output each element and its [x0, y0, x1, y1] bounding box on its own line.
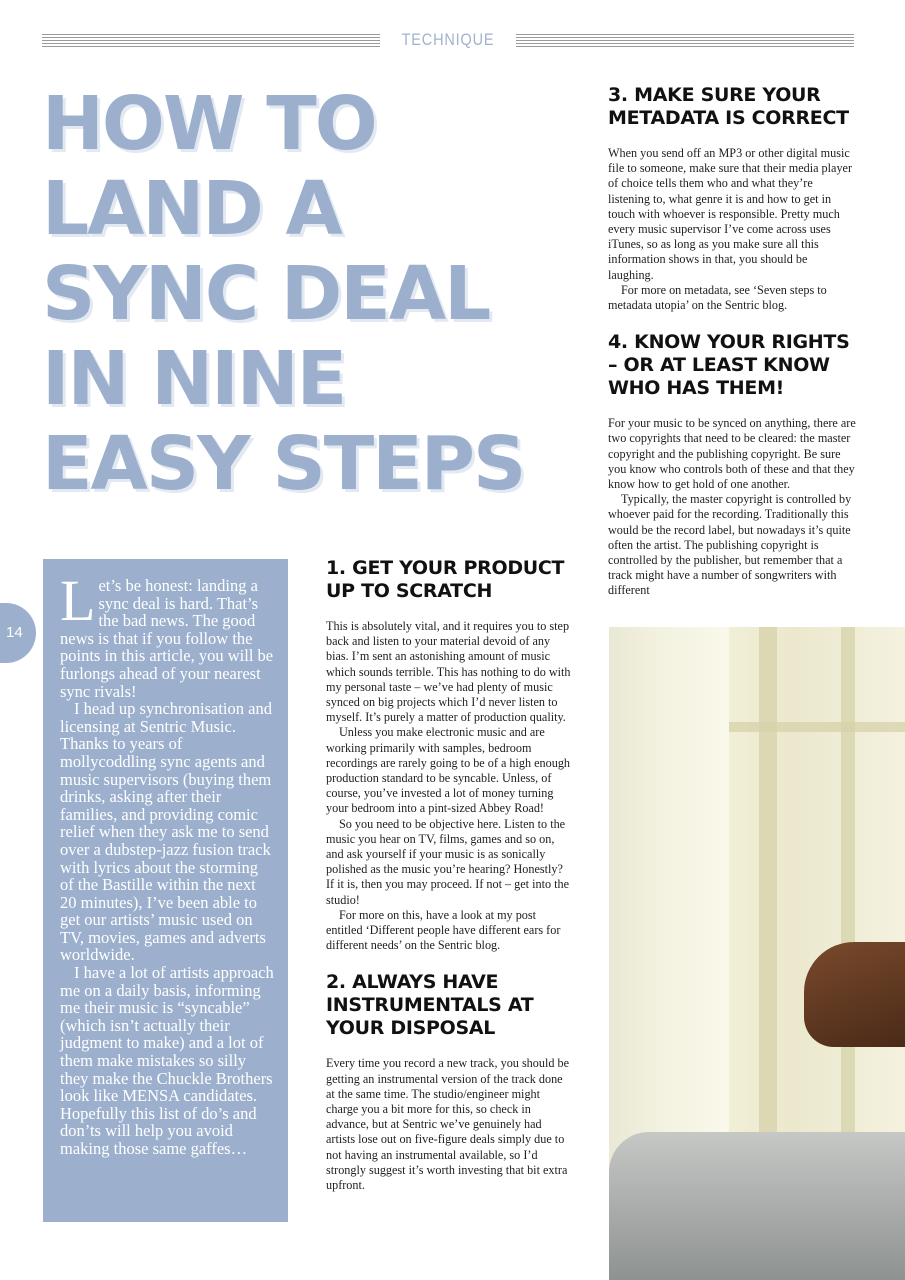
body-paragraph: Unless you make electronic music and are working primarily with samples, bedroom recordings are rarely going to be of a high enough production standard to be syncable. Unless, of course, you’ve invested a lot of money turning your bedroom into a pint-sized Abbey Road!: [326, 725, 571, 816]
headline-line: HOW TO: [42, 81, 376, 167]
body-paragraph: This is absolutely vital, and it requires you to step back and listen to your material devoid of any bias. I’m sent an astonishing amount of music which sounds terrible. This has nothing to do with my personal taste – we’ve had plenty of music synced on big projects which I’d never listen to myself. It’s purely a matter of production quality.: [326, 619, 571, 725]
section-heading: 3. MAKE SURE YOUR METADATA IS CORRECT: [608, 84, 849, 129]
body-paragraph: For your music to be synced on anything, there are two copyrights that need to be cleared: the master copyright and the publishing copyright. Be sure you know who controls both of these and that they know how to get hold of one another.: [608, 416, 856, 492]
headline-line: LAND A: [42, 166, 341, 252]
section-heading: 1. GET YOUR PRODUCT UP TO SCRATCH: [326, 557, 565, 602]
body-paragraph: Every time you record a new track, you should be getting an instrumental version of the track done at the same time. The studio/engineer might charge you a bit more for this, so check in advance, but at Sentric we’ve genuinely had artists lose out on five-figure deals simply due to not having an instrumental available, so I’d strongly suggest it’s worth investing that bit extra upfront.: [326, 1056, 569, 1193]
page-number: 14: [0, 603, 36, 663]
body-paragraph: For more on this, have a look at my post entitled ‘Different people have different ears for different needs’ on the Sentric blog.: [326, 907, 561, 953]
headline: [42, 82, 582, 507]
window-frame: [729, 722, 905, 732]
header-rule-right: [516, 34, 854, 48]
arm: [804, 942, 905, 1047]
intro-paragraph: [60, 568, 274, 701]
headline-line: EASY STEPS: [42, 421, 525, 507]
body-paragraph: Typically, the master copyright is controlled by whoever paid for the recording. Traditionally this would be the record label, but nowadays it’s quite often the artist. The publishing copyright is controlled by the publisher, but remember that a track might have a number of songwriters with different: [608, 492, 852, 598]
photo-relaxing-person: [609, 627, 905, 1280]
couch: [609, 1132, 905, 1280]
section-heading: 2. ALWAYS HAVE INSTRUMENTALS AT YOUR DISPOSAL: [326, 971, 534, 1040]
body-paragraph: So you need to be objective here. Listen to the music you hear on TV, films, games and so on, and ask yourself if your music is as sonically polished as the music you’re hearing? Honestly? If it is, then you may proceed. If not – get into the studio!: [326, 816, 570, 907]
intro-paragraph: I head up synchronisation and licensing at Sentric Music. Thanks to years of mollycoddling sync agents and music supervisors (buying them drinks, asking after their families, and providing comic relief when they ask me to send over a dubstep-jazz fusion track with lyrics about the storming of the Bastille within the next 20 minutes), I’ve been able to get our artists’ music used on TV, movies, games and adverts worldwide.: [60, 699, 272, 965]
article-column-right: [608, 84, 856, 599]
dropcap: L: [60, 568, 96, 633]
section-label: TECHNIQUE: [401, 30, 495, 49]
article-column-middle: [326, 557, 571, 1193]
header-rule-left: [42, 34, 380, 48]
body-paragraph: For more on metadata, see ‘Seven steps to metadata utopia’ on the Sentric blog.: [608, 282, 827, 313]
headline-line: IN NINE: [42, 336, 346, 422]
headline-line: SYNC DEAL: [42, 251, 490, 337]
intro-box: [43, 559, 288, 1222]
section-heading: 4. KNOW YOUR RIGHTS – OR AT LEAST KNOW WHO HAS THEM!: [608, 331, 850, 400]
intro-paragraph: I have a lot of artists approach me on a daily basis, informing me their music is “syncable” (which isn’t actually their judgment to make) and a lot of them make mistakes so silly they make the Chuckle Brothers look like MENSA candidates. Hopefully this list of do’s and don’ts will help you avoid making those same gaffes…: [60, 963, 274, 1158]
body-paragraph: When you send off an MP3 or other digital music file to someone, make sure that their media player of choice tells them who and what they’re listening to, what genre it is and how to get in touch with whoever is responsible. Pretty much every music supervisor I’ve come across uses iTunes, so as long as you make sure all this information shows in that, you should be laughing.: [608, 146, 852, 282]
intro-text: et’s be honest: landing a sync deal is hard. That’s the bad news. The good news is that if you follow the points in this article, you will be furlongs ahead of your nearest sync rivals!: [60, 576, 274, 701]
